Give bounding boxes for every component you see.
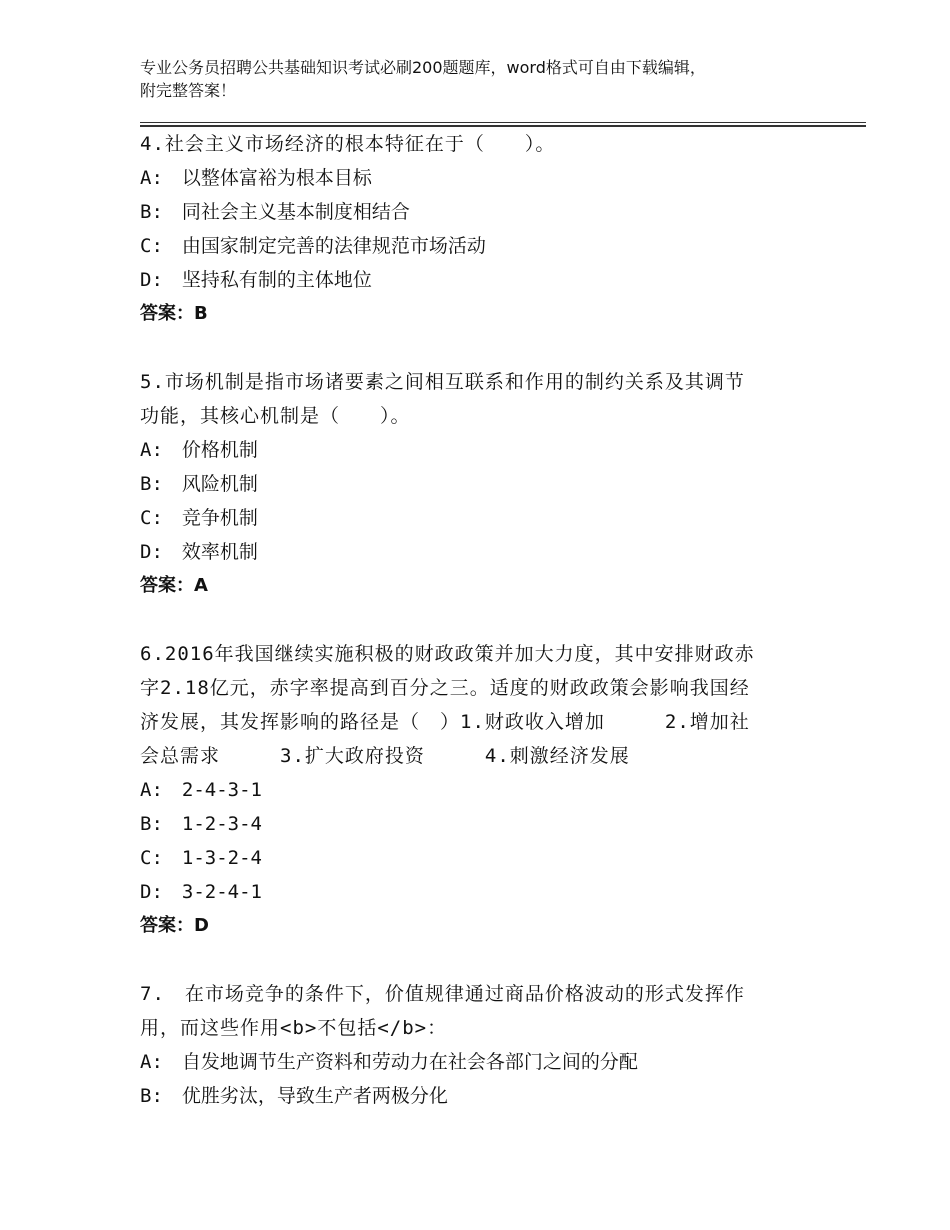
question-block bbox=[140, 365, 820, 603]
answer-option: B: 风险机制 bbox=[140, 473, 258, 495]
answer-option: C: 1-3-2-4 bbox=[140, 847, 262, 869]
answer-key: 答案：B bbox=[140, 303, 208, 324]
header-note-line-2: 附完整答案！ bbox=[140, 81, 237, 100]
answer-option: A: 自发地调节生产资料和劳动力在社会各部门之间的分配 bbox=[140, 1051, 638, 1073]
header-note-line-1: 专业公务员招聘公共基础知识考试必刷200题题库，word格式可自由下载编辑， bbox=[140, 58, 706, 77]
question-spacer bbox=[140, 331, 820, 365]
question-stem-line: 功能，其核心机制是（ ）。 bbox=[140, 405, 411, 427]
question-stem-line: 济发展，其发挥影响的路径是（ ）1.财政收入增加 2.增加社 bbox=[140, 711, 750, 733]
question-stem-line: 4.社会主义市场经济的根本特征在于（ ）。 bbox=[140, 133, 556, 155]
question-spacer bbox=[140, 943, 820, 977]
question-stem-line: 6.2016年我国继续实施积极的财政政策并加大力度，其中安排财政赤 bbox=[140, 643, 755, 665]
answer-option: D: 效率机制 bbox=[140, 541, 258, 563]
header-divider-thin bbox=[140, 122, 866, 123]
question-stem-line: 会总需求 3.扩大政府投资 4.刺激经济发展 bbox=[140, 745, 630, 767]
answer-option: A: 以整体富裕为根本目标 bbox=[140, 167, 372, 189]
header-note bbox=[140, 56, 840, 102]
question-stem-line: 7. 在市场竞争的条件下，价值规律通过商品价格波动的形式发挥作 bbox=[140, 983, 745, 1005]
question-block bbox=[140, 127, 820, 331]
answer-option: C: 竞争机制 bbox=[140, 507, 258, 529]
answer-option: D: 坚持私有制的主体地位 bbox=[140, 269, 372, 291]
answer-option: B: 同社会主义基本制度相结合 bbox=[140, 201, 410, 223]
answer-option: B: 优胜劣汰，导致生产者两极分化 bbox=[140, 1085, 448, 1107]
answer-option: D: 3-2-4-1 bbox=[140, 881, 262, 903]
answer-key: 答案：A bbox=[140, 575, 208, 596]
answer-option: C: 由国家制定完善的法律规范市场活动 bbox=[140, 235, 486, 257]
question-spacer bbox=[140, 603, 820, 637]
question-stem-line: 字2.18亿元，赤字率提高到百分之三。适度的财政政策会影响我国经 bbox=[140, 677, 750, 699]
question-stem-line: 5.市场机制是指市场诸要素之间相互联系和作用的制约关系及其调节 bbox=[140, 371, 745, 393]
question-stem-line: 用，而这些作用<b>不包括</b>： bbox=[140, 1017, 448, 1039]
question-block bbox=[140, 977, 820, 1113]
answer-key: 答案：D bbox=[140, 915, 209, 936]
answer-option: A: 2-4-3-1 bbox=[140, 779, 262, 801]
answer-option: B: 1-2-3-4 bbox=[140, 813, 262, 835]
question-list bbox=[140, 127, 820, 1113]
question-block bbox=[140, 637, 820, 943]
answer-option: A: 价格机制 bbox=[140, 439, 258, 461]
